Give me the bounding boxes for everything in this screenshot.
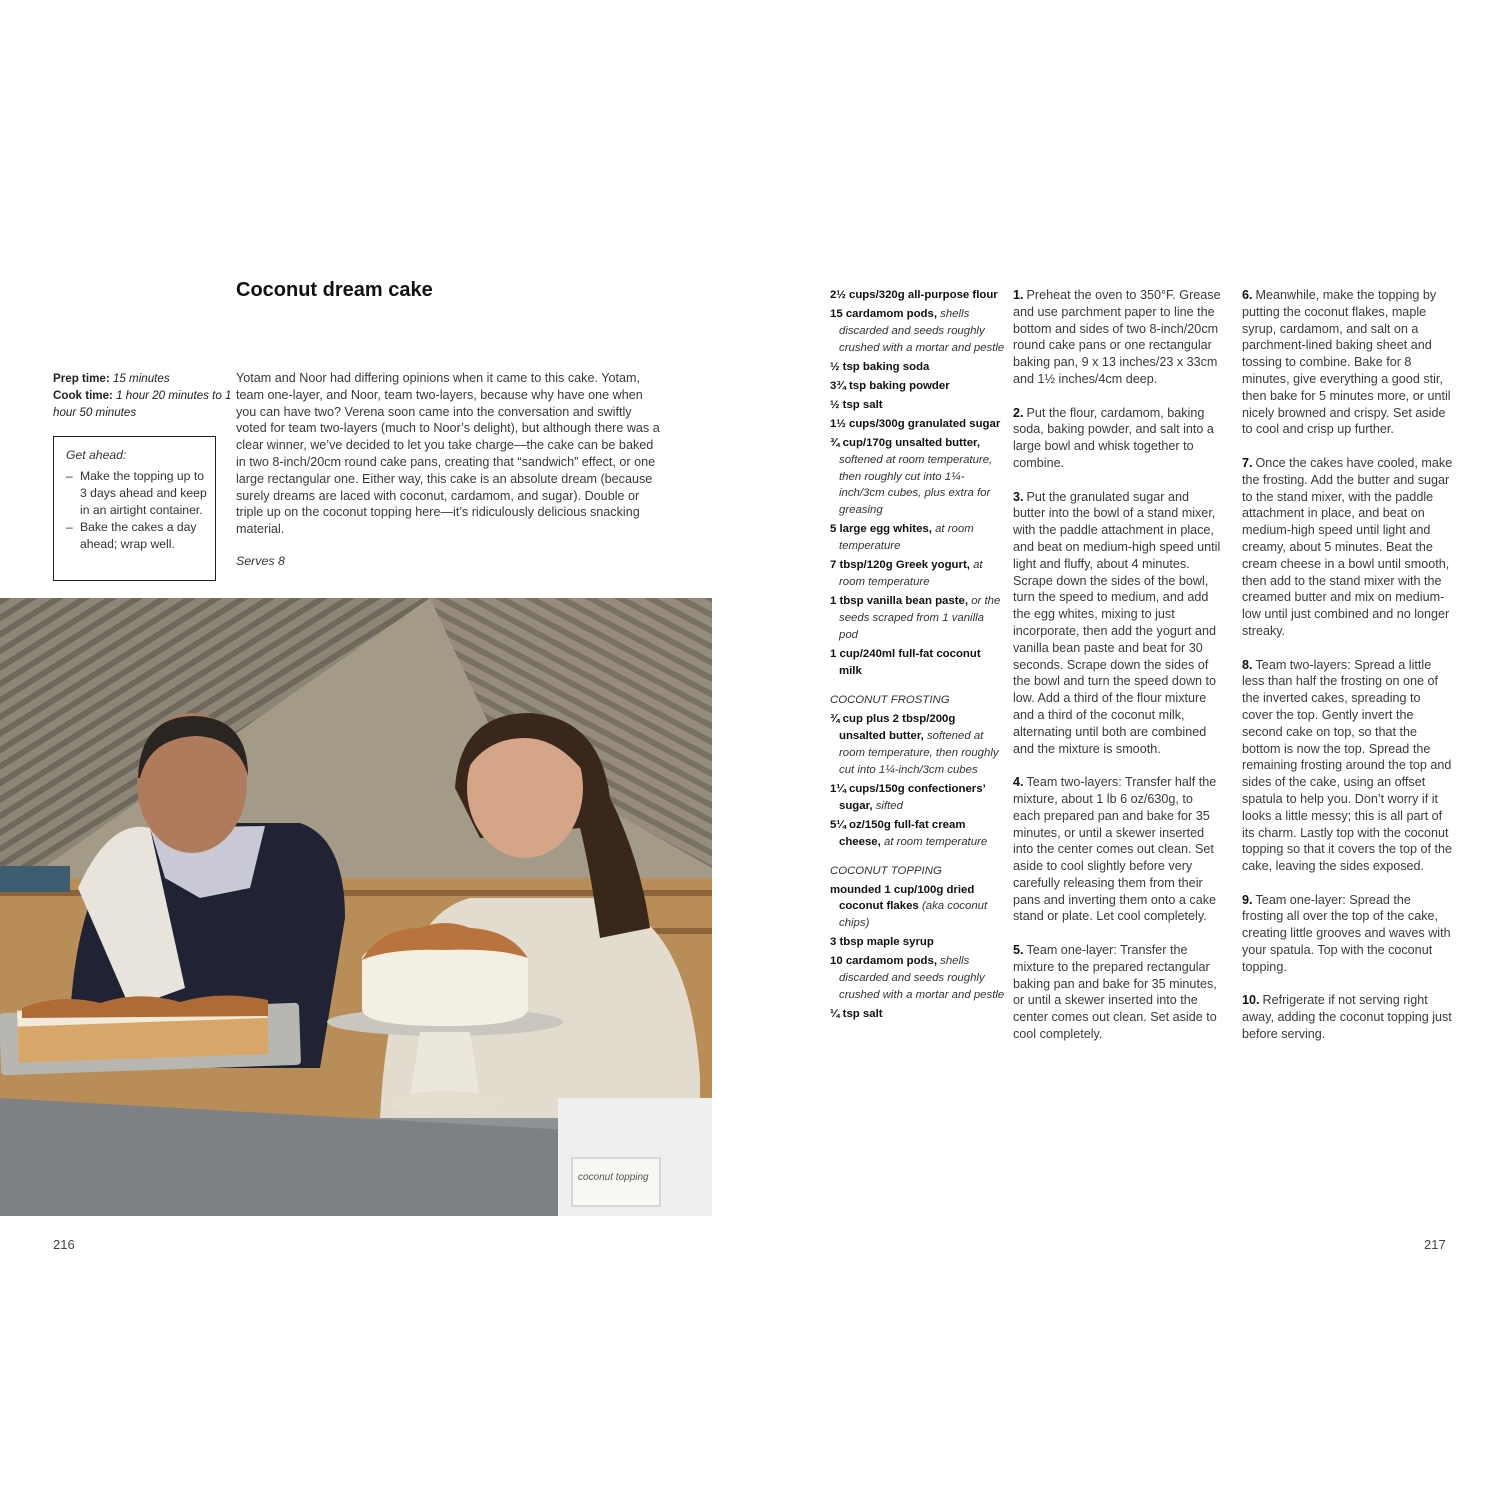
method-step xyxy=(1242,657,1454,875)
ingredient-item xyxy=(830,1006,1005,1023)
ingredient-quantity: 3¾ tsp baking powder xyxy=(830,379,950,392)
ingredient-item xyxy=(830,934,1005,951)
ingredient-item xyxy=(830,646,1005,680)
step-text: Put the granulated sugar and butter into the bowl of a stand mixer, with the paddle attachment in place, and beat on medium-high speed until light and fluffy, about 4 minutes. Scrape down the sides of the bowl, turn the speed to medium, and add the egg whites, mixing to just incorporate, then add the yogurt and vanilla bean paste and beat for 30 seconds. Scrape down the sides of the bowl and turn the speed down to low. Add a third of the flour mixture and a third of the coconut milk, alternating until both are combined and the mixture is smooth. xyxy=(1013,489,1221,756)
container-label-text: coconut topping xyxy=(578,1172,649,1183)
ingredient-item xyxy=(830,435,1005,520)
step-text: Preheat the oven to 350°F. Grease and use parchment paper to line the bottom and sides of two 8-inch/20cm round cake pans or one rectangular baking pan, 9 x 13 inches/23 x 33cm and 1½ inches/4cm deep. xyxy=(1013,288,1221,386)
method-column-2 xyxy=(1242,287,1454,1060)
method-step xyxy=(1013,287,1223,388)
get-ahead-item: – Make the topping up to 3 days ahead and keep in an airtight container. xyxy=(66,468,207,519)
method-step xyxy=(1242,892,1454,976)
recipe-times xyxy=(53,370,233,421)
ingredient-item xyxy=(830,781,1005,815)
method-column-1 xyxy=(1013,287,1223,1060)
round-cake xyxy=(362,943,528,1026)
ingredient-quantity: 1 cup/240ml full-fat coconut milk xyxy=(830,648,981,678)
method-step xyxy=(1242,455,1454,640)
ingredient-note: at room temperature xyxy=(883,835,988,848)
ingredient-item xyxy=(830,359,1005,376)
get-ahead-list xyxy=(66,468,215,553)
cook-time-value: 1 hour 20 minutes to 1 hour 50 minutes xyxy=(53,389,232,419)
step-text: Team two-layers: Spread a little less than half the frosting on one of the inverted cakes, spreading to cover the top. Gently invert the second cake on top, so that the bottom is now the top. Spread the remaining frosting around the top and sides of the cake, using an offset spatula to help you. Don’t worry if it looks a little messy; this is all part of its charm. Lastly top with the coconut topping so that it covers the top of the cake, leaving the sides exposed. xyxy=(1242,657,1453,874)
ingredient-note: at room temperature xyxy=(839,559,983,589)
ingredient-quantity: 2½ cups/320g all-purpose flour xyxy=(830,289,998,301)
ingredient-quantity: ½ tsp salt xyxy=(830,398,883,411)
ingredient-quantity: 15 cardamom pods, xyxy=(830,307,937,320)
method-step xyxy=(1013,489,1223,758)
ingredient-quantity: 1½ cups/300g granulated sugar xyxy=(830,417,1001,430)
ingredient-quantity: ¾ cup plus 2 tbsp/200g unsalted butter, xyxy=(830,712,956,742)
step-text: Refrigerate if not serving right away, adding the coconut topping just before serving. xyxy=(1242,993,1452,1042)
ingredient-quantity: mounded 1 cup/100g dried coconut flakes xyxy=(830,883,975,913)
recipe-intro: Yotam and Noor had differing opinions when it came to this cake. Yotam, team one-layer, and Noor, team two-layers, because why have one when you can have two? Verena soon came into the conversation and swiftly voted for team two-layers (much to Noor’s delight), but although there was a clear winner, we’ve decided to let you take charge—the cake can be baked in two 8-inch/20cm round cake pans, creating that “sandwich” effect, or one large rectangular one. Either way, this cake is an absolute dream (because surely dreams are laced with coconut, cardamom, and sugar). Double or triple up on the coconut topping here—it’s ridiculously delicious snacking material. xyxy=(236,371,660,537)
ingredient-quantity: 1 tbsp vanilla bean paste, xyxy=(830,595,969,608)
step-text: Team one-layer: Spread the frosting all over the top of the cake, creating little grooves and waves with your spatula. Top with the coconut topping. xyxy=(1242,892,1451,974)
step-number: 8. xyxy=(1242,657,1253,672)
ingredient-note: shells discarded and seeds roughly crushed with a mortar and pestle xyxy=(839,955,1005,1002)
ingredients-list xyxy=(830,287,1005,1025)
cook-time-label: Cook time: xyxy=(53,389,113,402)
step-text: Team two-layers: Transfer half the mixture, about 1 lb 6 oz/630g, to each prepared pan and bake for 35 minutes, or until a skewer inserted into the center comes out clean. Set aside to cool slightly before very carefully releasing them from their pans and inverting them onto a cake stand or plate. Let cool completely. xyxy=(1013,775,1217,924)
ingredient-quantity: ½ tsp baking soda xyxy=(830,360,930,373)
page-number-left: 216 xyxy=(53,1237,75,1252)
step-text: Once the cakes have cooled, make the frosting. Add the butter and sugar to the stand mixer, with the paddle attachment in place, and beat on medium-high speed until light and creamy, about 5 minutes. Beat the cream cheese in a bowl until smooth, then add to the stand mixer with the creamed butter and mix on medium-low until just combined and no longer streaky. xyxy=(1242,455,1453,638)
ingredient-item xyxy=(830,416,1005,433)
prep-time xyxy=(53,370,233,387)
ingredient-quantity: ¾ cup/170g unsalted butter, xyxy=(830,436,981,449)
step-text: Put the flour, cardamom, baking soda, baking powder, and salt into a large bowl and whisk together to combine. xyxy=(1013,405,1214,470)
ingredient-item xyxy=(830,397,1005,414)
frosting-heading: COCONUT FROSTING xyxy=(830,693,950,706)
step-number: 6. xyxy=(1242,288,1253,302)
ingredient-note: sifted xyxy=(875,799,903,812)
ingredients-frosting xyxy=(830,711,1005,851)
get-ahead-box xyxy=(53,436,216,581)
ingredient-item xyxy=(830,593,1005,644)
step-number: 9. xyxy=(1242,892,1253,907)
step-number: 7. xyxy=(1242,455,1253,470)
ingredient-item xyxy=(830,521,1005,555)
get-ahead-heading: Get ahead: xyxy=(66,448,127,462)
ingredient-note: softened at room temperature, then roughly cut into 1¼-inch/3cm cubes xyxy=(839,729,999,776)
ingredient-item xyxy=(830,378,1005,395)
ingredients-topping xyxy=(830,882,1005,1024)
get-ahead-item: – Bake the cakes a day ahead; wrap well. xyxy=(66,519,207,553)
ingredient-item xyxy=(830,287,1005,304)
step-number: 5. xyxy=(1013,943,1024,958)
prep-time-label: Prep time: xyxy=(53,372,110,385)
ingredient-quantity: 10 cardamom pods, xyxy=(830,955,937,968)
prep-time-value: 15 minutes xyxy=(112,372,170,385)
ingredient-item xyxy=(830,306,1005,357)
ingredients-main xyxy=(830,287,1005,680)
ingredient-note: or the seeds scraped from 1 vanilla pod xyxy=(839,595,1001,642)
step-number: 1. xyxy=(1013,288,1024,302)
ingredient-note: at room temperature xyxy=(839,523,974,553)
step-number: 4. xyxy=(1013,775,1024,790)
blue-shelf-items xyxy=(0,866,70,892)
method-step xyxy=(1242,992,1454,1042)
step-text: Meanwhile, make the topping by putting the coconut flakes, maple syrup, cardamom, and salt on a parchment-lined baking sheet and tossing to combine. Bake for 8 minutes, give everything a good stir, then bake for 5 minutes more, or until nicely browned and crispy. Set aside to cool and crisp up further. xyxy=(1242,288,1451,437)
method-step xyxy=(1013,405,1223,472)
ingredient-note: (aka coconut chips) xyxy=(839,900,988,930)
cake-stand-base xyxy=(410,1032,480,1098)
ingredient-note: shells discarded and seeds roughly crushed with a mortar and pestle xyxy=(839,307,1005,354)
page-number-right: 217 xyxy=(1424,1237,1446,1252)
step-number: 2. xyxy=(1013,405,1024,420)
ingredient-quantity: 1¼ cups/150g confectioners’ sugar, xyxy=(830,782,986,812)
step-number: 10. xyxy=(1242,993,1260,1008)
cake-stand-foot xyxy=(390,1091,500,1115)
ingredient-item xyxy=(830,953,1005,1004)
step-number: 3. xyxy=(1013,489,1024,504)
ingredient-quantity: 7 tbsp/120g Greek yogurt, xyxy=(830,559,970,572)
method-step xyxy=(1242,287,1454,438)
topping-heading: COCONUT TOPPING xyxy=(830,864,942,877)
ingredient-quantity: ¼ tsp salt xyxy=(830,1008,883,1021)
ingredient-quantity: 5¼ oz/150g full-fat cream cheese, xyxy=(830,818,966,848)
method-step xyxy=(1013,942,1223,1043)
recipe-title: Coconut dream cake xyxy=(236,279,433,301)
method-step xyxy=(1013,774,1223,925)
serves: Serves 8 xyxy=(236,554,285,568)
ingredient-item xyxy=(830,817,1005,851)
ingredient-item xyxy=(830,882,1005,933)
ingredient-quantity: 3 tbsp maple syrup xyxy=(830,936,934,949)
ingredient-item xyxy=(830,557,1005,591)
cook-time xyxy=(53,387,233,421)
ingredient-item xyxy=(830,711,1005,779)
step-text: Team one-layer: Transfer the mixture to the prepared rectangular baking pan and bake for 35 minutes, or until a skewer inserted into the center comes out clean. Set aside to cool completely. xyxy=(1013,943,1217,1042)
ingredient-quantity: 5 large egg whites, xyxy=(830,523,932,536)
ingredient-note: softened at room temperature, then roughly cut into 1¼-inch/3cm cubes, plus extra for greasing xyxy=(839,453,993,517)
recipe-photo xyxy=(0,598,712,1216)
